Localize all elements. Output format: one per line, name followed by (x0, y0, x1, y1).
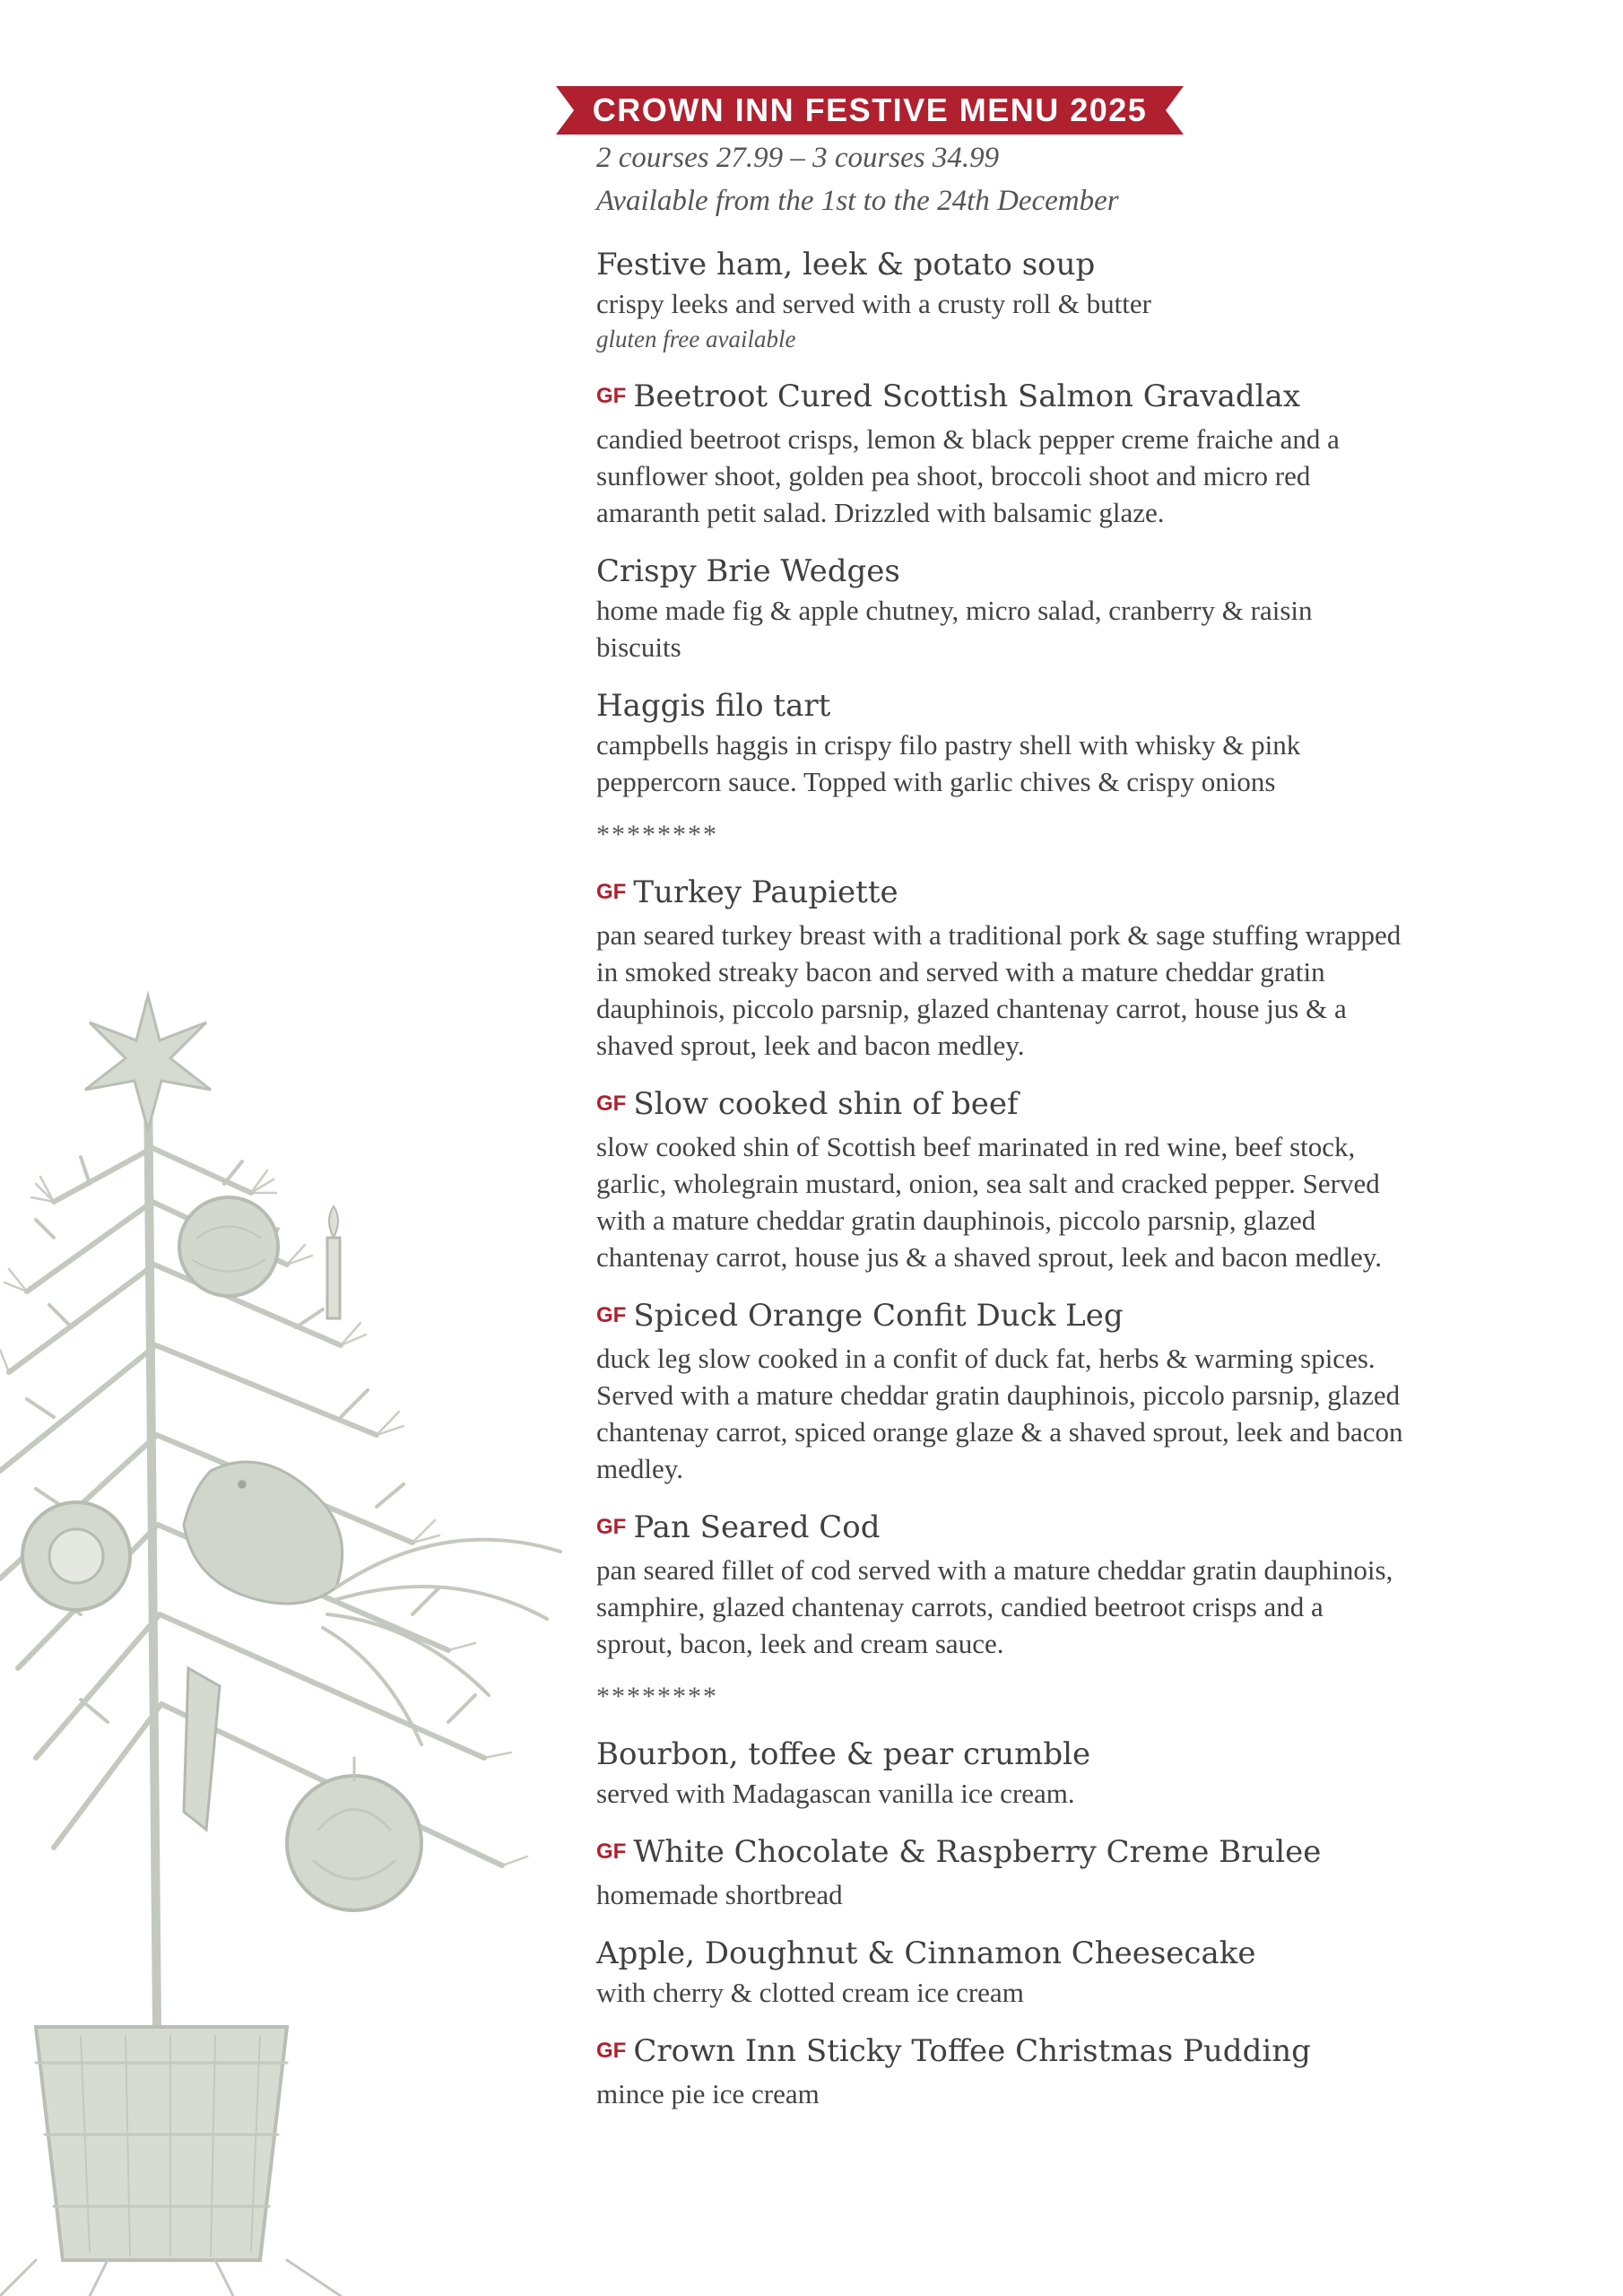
menu-content (592, 86, 1403, 2112)
menu-item (596, 376, 1403, 531)
menu-item (596, 1295, 1403, 1487)
dish-note: gluten free available (596, 326, 796, 352)
dish-description: pan seared fillet of cod served with a mature cheddar gratin dauphinois, samphire, glazed chantenay carrots, candied beetroot crisps and a sprout, bacon, leek and cream sauce. (596, 1554, 1393, 1659)
dish-description: slow cooked shin of Scottish beef marinated in red wine, beef stock, garlic, wholegrain mustard, onion, sea salt and cracked pepper. Served with a mature cheddar gratin dauphinois, piccolo parsnip, glazed chantenay carrot, house jus & a shaved sprout, leek and bacon medley. (596, 1131, 1383, 1273)
gluten-free-badge: GF (596, 1839, 627, 1864)
dish-name: Pan Seared Cod (633, 1509, 881, 1545)
menu-item (596, 551, 1403, 665)
price-line: 2 courses 27.99 – 3 courses 34.99 (596, 142, 1000, 174)
menu-item (596, 685, 1403, 800)
menu-item (596, 2031, 1403, 2112)
menu-item (596, 1831, 1403, 1913)
dish-name: White Chocolate & Raspberry Creme Brulee (633, 1834, 1322, 1870)
menu-title: CROWN INN FESTIVE MENU 2025 (592, 91, 1148, 128)
gluten-free-badge: GF (596, 1515, 627, 1539)
gluten-free-badge: GF (596, 1303, 627, 1327)
dish-name: Festive ham, leek & potato soup (596, 247, 1096, 283)
dish-description: crispy leeks and served with a crusty roll & butter (596, 288, 1151, 319)
dish-description: home made fig & apple chutney, micro salad, cranberry & raisin biscuits (596, 595, 1313, 663)
dish-name: Bourbon, toffee & pear crumble (596, 1736, 1091, 1772)
dish-name: Crispy Brie Wedges (596, 553, 900, 589)
menu-item (596, 244, 1403, 356)
dish-description: homemade shortbread (596, 1879, 843, 1910)
dish-description: candied beetroot crisps, lemon & black pepper creme fraiche and a sunflower shoot, golden pea shoot, broccoli shoot and micro red amaranth petit salad. Drizzled with balsamic glaze. (596, 423, 1340, 528)
dish-description: with cherry & clotted cream ice cream (596, 1977, 1024, 2008)
availability-line: Available from the 1st to the 24th December (596, 185, 1119, 217)
dish-name: Apple, Doughnut & Cinnamon Cheesecake (596, 1935, 1256, 1971)
menu-item (596, 1734, 1403, 1812)
dish-description: duck leg slow cooked in a confit of duck fat, herbs & warming spices. Served with a mature cheddar gratin dauphinois, piccolo parsnip, glazed chantenay carrot, spiced orange glaze & a shaved sprout, leek and bacon medley. (596, 1343, 1403, 1484)
menu-item (596, 1083, 1403, 1275)
dish-name: Slow cooked shin of beef (633, 1086, 1019, 1122)
gluten-free-badge: GF (596, 880, 627, 904)
dish-name: Spiced Orange Confit Duck Leg (633, 1298, 1124, 1334)
dish-description: campbells haggis in crispy filo pastry shell with whisky & pink peppercorn sauce. Topped with garlic chives & crispy onions (596, 729, 1301, 797)
christmas-tree-illustration (0, 969, 592, 2296)
menu-item (596, 1933, 1403, 2011)
menu-item (596, 1507, 1403, 1662)
dish-description: pan seared turkey breast with a traditional pork & sage stuffing wrapped in smoked streaky bacon and served with a mature cheddar gratin dauphinois, piccolo parsnip, glazed chantenay carrot, house jus & a shaved sprout, leek and bacon medley. (596, 919, 1402, 1061)
dish-name: Beetroot Cured Scottish Salmon Gravadlax (633, 378, 1300, 414)
course-separator: ******** (596, 820, 718, 849)
dish-name: Turkey Paupiette (633, 874, 898, 910)
gluten-free-badge: GF (596, 2039, 627, 2063)
dish-description: served with Madagascan vanilla ice cream. (596, 1778, 1075, 1809)
gluten-free-badge: GF (596, 1091, 627, 1116)
dish-name: Haggis filo tart (596, 688, 831, 724)
menu-item (596, 872, 1403, 1064)
dish-description: mince pie ice cream (596, 2078, 820, 2109)
gluten-free-badge: GF (596, 384, 627, 408)
dish-name: Crown Inn Sticky Toffee Christmas Pudding (633, 2033, 1311, 2069)
menu-title-banner (556, 86, 1184, 135)
course-separator: ******** (596, 1682, 718, 1711)
